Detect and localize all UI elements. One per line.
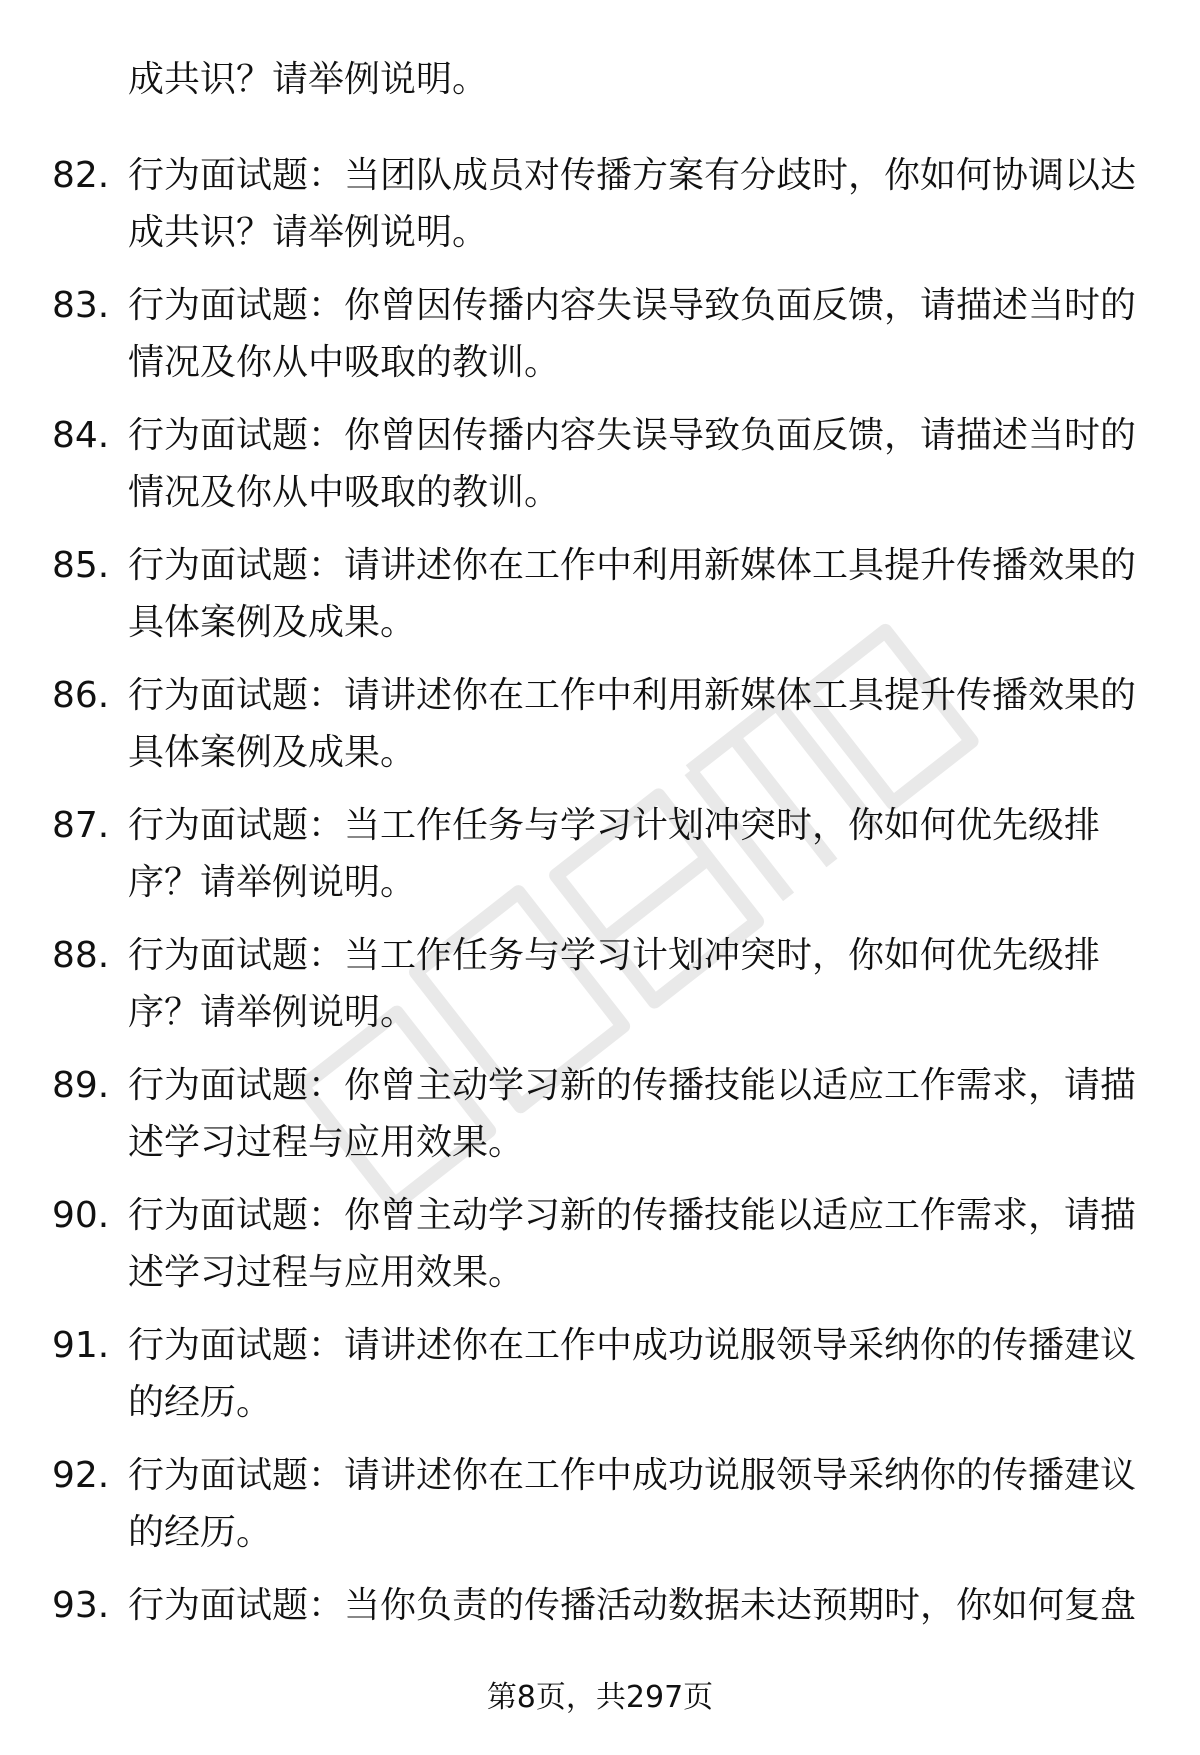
- item-text-continued: 具体案例及成果。: [128, 732, 417, 773]
- continued-text: 成共识？请举例说明。: [128, 59, 489, 100]
- item-text-continued: 述学习过程与应用效果。: [128, 1252, 525, 1293]
- page-footer: 第8页，共297页: [486, 1680, 714, 1715]
- item-text: 行为面试题：你曾主动学习新的传播技能以适应工作需求，请描: [128, 1065, 1137, 1106]
- item-number: 83.: [52, 285, 110, 326]
- item-text: 行为面试题：当工作任务与学习计划冲突时，你如何优先级排: [128, 805, 1101, 846]
- item-text-continued: 序？请举例说明。: [128, 992, 417, 1033]
- item-text-continued: 情况及你从中吸取的教训。: [128, 472, 561, 513]
- item-text: 行为面试题：请讲述你在工作中成功说服领导采纳你的传播建议: [128, 1455, 1137, 1496]
- item-number: 90.: [52, 1195, 110, 1236]
- item-text: 行为面试题：你曾因传播内容失误导致负面反馈，请描述当时的: [128, 285, 1137, 326]
- item-text-continued: 具体案例及成果。: [128, 602, 417, 643]
- item-text: 行为面试题：你曾主动学习新的传播技能以适应工作需求，请描: [128, 1195, 1137, 1236]
- item-text-continued: 成共识？请举例说明。: [128, 212, 489, 253]
- item-number: 91.: [52, 1325, 110, 1366]
- item-text-continued: 的经历。: [128, 1382, 273, 1423]
- item-number: 93.: [52, 1585, 110, 1626]
- item-number: 88.: [52, 935, 110, 976]
- item-text: 行为面试题：当你负责的传播活动数据未达预期时，你如何复盘: [128, 1585, 1137, 1626]
- item-text: 行为面试题：请讲述你在工作中利用新媒体工具提升传播效果的: [128, 675, 1137, 716]
- item-text: 行为面试题：请讲述你在工作中成功说服领导采纳你的传播建议: [128, 1325, 1137, 1366]
- item-number: 84.: [52, 415, 110, 456]
- item-text-continued: 的经历。: [128, 1512, 273, 1553]
- item-number: 89.: [52, 1065, 110, 1106]
- item-text-continued: 序？请举例说明。: [128, 862, 417, 903]
- item-number: 82.: [52, 155, 110, 196]
- item-text: 行为面试题：请讲述你在工作中利用新媒体工具提升传播效果的: [128, 545, 1137, 586]
- item-number: 86.: [52, 675, 110, 716]
- item-text: 行为面试题：你曾因传播内容失误导致负面反馈，请描述当时的: [128, 415, 1137, 456]
- item-number: 85.: [52, 545, 110, 586]
- item-text-continued: 情况及你从中吸取的教训。: [128, 342, 561, 383]
- item-number: 87.: [52, 805, 110, 846]
- item-number: 92.: [52, 1455, 110, 1496]
- item-text-continued: 述学习过程与应用效果。: [128, 1122, 525, 1163]
- item-text: 行为面试题：当工作任务与学习计划冲突时，你如何优先级排: [128, 935, 1101, 976]
- item-text: 行为面试题：当团队成员对传播方案有分歧时，你如何协调以达: [128, 155, 1137, 196]
